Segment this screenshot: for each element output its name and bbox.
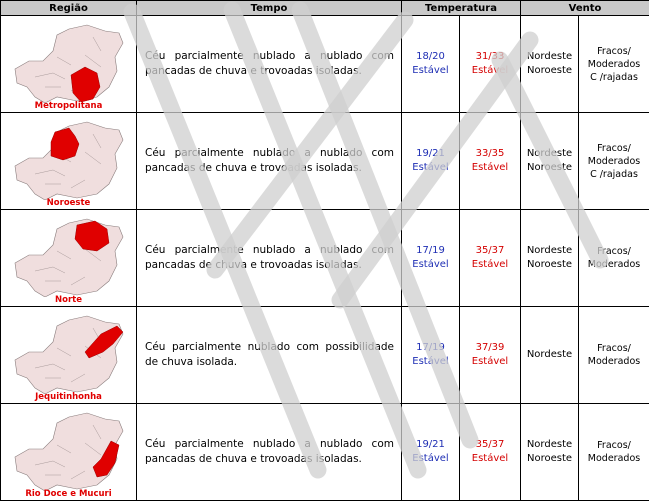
- min-temp-trend: Estável: [402, 64, 459, 78]
- wind-speed: Moderados: [579, 258, 649, 271]
- wind-direction-cell: [521, 113, 579, 210]
- max-temp: 35/37: [460, 244, 520, 258]
- region-cell: [1, 113, 137, 210]
- region-cell: [1, 16, 137, 113]
- weather-text: Céu parcialmente nublado com possibilidade de chuva isolada.: [137, 307, 402, 404]
- wind-speed: Moderados: [579, 58, 649, 71]
- region-name: Noroeste: [1, 198, 136, 208]
- wind-direction-cell: [521, 307, 579, 404]
- max-temp: 35/37: [460, 438, 520, 452]
- max-temp-trend: Estável: [460, 64, 520, 78]
- region-map: [5, 308, 130, 394]
- header-wind: Vento: [521, 1, 649, 16]
- max-temp: 37/39: [460, 341, 520, 355]
- header-weather: Tempo: [137, 1, 402, 16]
- min-temp-cell: [402, 16, 460, 113]
- max-temp-trend: Estável: [460, 258, 520, 272]
- weather-text: Céu parcialmente nublado a nublado com pancadas de chuva e trovoadas isoladas.: [137, 210, 402, 307]
- wind-direction-cell: [521, 404, 579, 501]
- min-temp-cell: [402, 210, 460, 307]
- table-row: [1, 113, 649, 210]
- wind-speed: Moderados: [579, 355, 649, 368]
- min-temp-trend: Estável: [402, 452, 459, 466]
- header-region: Região: [1, 1, 137, 16]
- wind-speed-cell: [579, 307, 649, 404]
- min-temp-trend: Estável: [402, 258, 459, 272]
- wind-speed-cell: [579, 16, 649, 113]
- max-temp-cell: [460, 210, 521, 307]
- wind-direction: Noroeste: [521, 64, 578, 78]
- max-temp-cell: [460, 113, 521, 210]
- wind-speed: Fracos/: [579, 439, 649, 452]
- wind-speed: C /rajadas: [579, 71, 649, 84]
- wind-direction: Noroeste: [521, 161, 578, 175]
- wind-speed: Moderados: [579, 452, 649, 465]
- max-temp-trend: Estável: [460, 452, 520, 466]
- wind-speed-cell: [579, 210, 649, 307]
- max-temp-cell: [460, 16, 521, 113]
- wind-speed: Fracos/: [579, 245, 649, 258]
- min-temp-trend: Estável: [402, 161, 459, 175]
- weather-text: Céu parcialmente nublado a nublado com pancadas de chuva e trovoadas isoladas.: [137, 404, 402, 501]
- wind-direction: Nordeste: [521, 348, 578, 362]
- wind-speed: C /rajadas: [579, 168, 649, 181]
- min-temp-cell: [402, 113, 460, 210]
- wind-speed-cell: [579, 404, 649, 501]
- region-cell: [1, 404, 137, 501]
- max-temp: 31/33: [460, 50, 520, 64]
- wind-direction: Noroeste: [521, 452, 578, 466]
- region-name: Metropolitana: [1, 101, 136, 111]
- wind-direction: Noroeste: [521, 258, 578, 272]
- header-temperature: Temperatura: [402, 1, 521, 16]
- region-name: Rio Doce e Mucuri: [1, 489, 136, 499]
- wind-direction: Nordeste: [521, 50, 578, 64]
- min-temp: 19/21: [402, 438, 459, 452]
- max-temp-trend: Estável: [460, 355, 520, 369]
- wind-speed-cell: [579, 113, 649, 210]
- table-row: [1, 210, 649, 307]
- wind-speed: Fracos/: [579, 342, 649, 355]
- weather-text: Céu parcialmente nublado a nublado com pancadas de chuva e trovoadas isoladas.: [137, 113, 402, 210]
- wind-speed: Fracos/: [579, 142, 649, 155]
- region-name: Jequitinhonha: [1, 392, 136, 402]
- region-map: [5, 211, 130, 297]
- max-temp-cell: [460, 307, 521, 404]
- min-temp-trend: Estável: [402, 355, 459, 369]
- wind-direction: Nordeste: [521, 244, 578, 258]
- table-row: [1, 307, 649, 404]
- wind-direction-cell: [521, 210, 579, 307]
- region-name: Norte: [1, 295, 136, 305]
- min-temp-cell: [402, 404, 460, 501]
- min-temp: 18/20: [402, 50, 459, 64]
- header-row: [1, 1, 649, 16]
- wind-speed: Fracos/: [579, 45, 649, 58]
- table-row: [1, 404, 649, 501]
- min-temp-cell: [402, 307, 460, 404]
- min-temp: 17/19: [402, 341, 459, 355]
- region-map: [5, 405, 130, 491]
- wind-direction: Nordeste: [521, 147, 578, 161]
- region-map: [5, 114, 130, 200]
- max-temp-trend: Estável: [460, 161, 520, 175]
- min-temp: 17/19: [402, 244, 459, 258]
- wind-direction: Nordeste: [521, 438, 578, 452]
- max-temp: 33/35: [460, 147, 520, 161]
- max-temp-cell: [460, 404, 521, 501]
- weather-text: Céu parcialmente nublado a nublado com pancadas de chuva e trovoadas isoladas.: [137, 16, 402, 113]
- min-temp: 19/21: [402, 147, 459, 161]
- region-cell: [1, 307, 137, 404]
- region-map: [5, 17, 130, 103]
- table-row: [1, 16, 649, 113]
- wind-direction-cell: [521, 16, 579, 113]
- region-cell: [1, 210, 137, 307]
- wind-speed: Moderados: [579, 155, 649, 168]
